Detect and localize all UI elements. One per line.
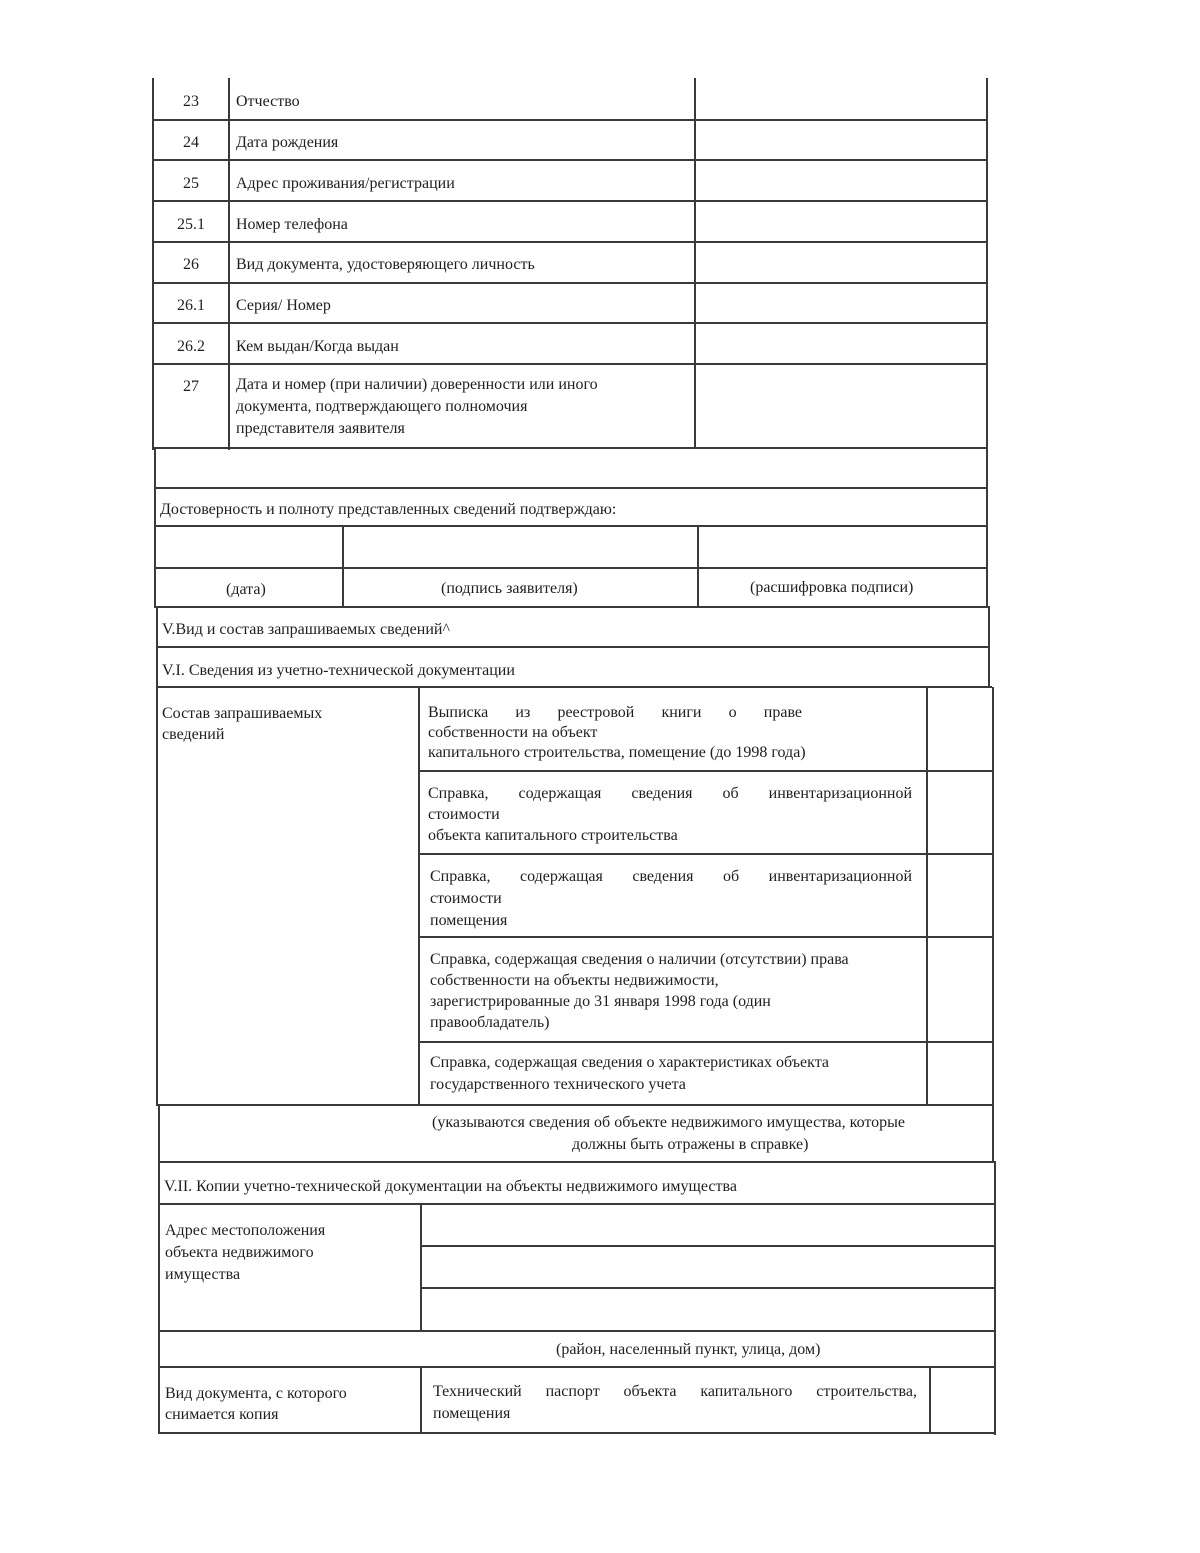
border-left (154, 448, 156, 608)
row-label-power-of-attorney: Дата и номер (при наличии) доверенности или иного (236, 376, 598, 393)
row-number: 26.2 (177, 338, 205, 355)
option-inventory-cost-premises-checkbox[interactable] (929, 855, 991, 935)
date-caption: (дата) (226, 581, 266, 598)
row-divider (158, 1203, 996, 1205)
address-field-line-2[interactable] (423, 1248, 993, 1286)
doc-divider (420, 1367, 422, 1433)
option-divider (418, 1041, 992, 1043)
section-v-title: V.Вид и состав запрашиваемых сведений^ (162, 621, 450, 638)
row-divider (158, 1366, 996, 1368)
option-inventory-cost-object: стоимости (428, 806, 500, 823)
section-v2-title: V.II. Копии учетно-технической документации на объекты недвижимого имущества (164, 1178, 737, 1195)
border-left (158, 1104, 160, 1434)
doc-option-tech-passport: помещения (433, 1405, 511, 1422)
option-inventory-cost-premises: стоимости (430, 890, 502, 907)
doc-type-label: Вид документа, с которого (165, 1385, 347, 1402)
decryption-caption: (расшифровка подписи) (750, 579, 914, 596)
option-divider (418, 853, 992, 855)
address-label: имущества (165, 1266, 241, 1283)
table-border-right (986, 78, 988, 608)
field-power-of-attorney[interactable] (697, 365, 985, 446)
row-label-birth-date: Дата рождения (236, 134, 339, 151)
doc-type-label: снимается копия (165, 1406, 279, 1423)
doc-option-tech-passport-checkbox[interactable] (932, 1369, 993, 1431)
address-line (420, 1287, 996, 1289)
doc-option-tech-passport: Технический паспорт объекта капитального строительства, (433, 1383, 917, 1400)
option-characteristics-certificate-checkbox[interactable] (929, 1043, 991, 1103)
option-inventory-cost-premises: помещения (430, 912, 508, 929)
border-left (156, 606, 158, 1106)
signature-decryption-field[interactable] (700, 528, 985, 566)
row-label-power-of-attorney: представителя заявителя (236, 420, 405, 437)
row-number: 25.1 (177, 216, 205, 233)
table-border-bottom (158, 1432, 996, 1434)
option-divider (418, 770, 992, 772)
row-label-issued-by: Кем выдан/Когда выдан (236, 338, 399, 355)
row-divider (156, 646, 990, 648)
option-inventory-cost-object: Справка, содержащая сведения об инвентаризационной (428, 785, 912, 802)
section-v1-title: V.I. Сведения из учетно-технической документации (162, 662, 515, 679)
row-label-phone: Номер телефона (236, 216, 348, 233)
field-patronymic[interactable] (697, 80, 985, 118)
address-line (420, 1245, 996, 1247)
address-label: Адрес местоположения (165, 1222, 326, 1239)
row-divider (158, 1161, 994, 1163)
date-field[interactable] (157, 528, 341, 566)
row-divider (158, 1330, 996, 1332)
row-divider (154, 606, 990, 608)
address-label: объекта недвижимого (165, 1244, 314, 1261)
row-label-address: Адрес проживания/регистрации (236, 175, 455, 192)
object-info-note: (указываются сведения об объекте недвижимого имущества, которые (432, 1114, 906, 1131)
row-number: 26 (183, 256, 199, 273)
row-number: 25 (183, 175, 199, 192)
option-ownership-certificate-checkbox[interactable] (929, 938, 991, 1040)
object-info-note: должны быть отражены в справке) (572, 1136, 809, 1153)
row-divider (156, 686, 992, 688)
row-divider (154, 525, 988, 527)
option-ownership-certificate: зарегистрированные до 31 января 1998 года (один (430, 993, 771, 1010)
address-field-line-1[interactable] (423, 1206, 993, 1244)
option-ownership-certificate: правообладатель) (430, 1014, 550, 1031)
field-issued-by[interactable] (697, 324, 985, 362)
requested-info-label: сведений (162, 726, 225, 743)
row-number: 24 (183, 134, 199, 151)
signature-field[interactable] (345, 528, 696, 566)
row-number: 27 (183, 378, 199, 395)
confirmation-text: Достоверность и полноту представленных сведений подтверждаю: (160, 501, 617, 518)
option-ownership-certificate: Справка, содержащая сведения о наличии (отсутствии) права (430, 951, 849, 968)
requested-info-label: Состав запрашиваемых (162, 705, 323, 722)
option-registry-extract: собственности на объект (428, 724, 598, 741)
address-caption: (район, населенный пункт, улица, дом) (556, 1341, 821, 1358)
option-registry-extract: капитального строительства, помещение (до 1998 года) (428, 744, 806, 761)
option-registry-extract-checkbox[interactable] (929, 689, 991, 769)
doc-checkbox-divider (929, 1367, 931, 1433)
option-inventory-cost-object-checkbox[interactable] (929, 772, 991, 852)
table-border-left (152, 78, 154, 450)
option-ownership-certificate: собственности на объекты недвижимости, (430, 972, 719, 989)
field-address[interactable] (697, 161, 985, 199)
row-label-patronymic: Отчество (236, 93, 300, 110)
signature-line (154, 567, 988, 569)
row-label-id-document: Вид документа, удостоверяющего личность (236, 256, 535, 273)
table-divider (156, 1104, 992, 1106)
option-divider (418, 936, 992, 938)
option-registry-extract: Выписка из реестровой книги о праве (428, 704, 802, 721)
border-right (992, 687, 994, 1163)
option-inventory-cost-object: объекта капитального строительства (428, 827, 678, 844)
option-characteristics-certificate: государственного технического учета (430, 1076, 686, 1093)
row-label-series-number: Серия/ Номер (236, 297, 331, 314)
field-series-number[interactable] (697, 284, 985, 321)
row-number: 26.1 (177, 297, 205, 314)
option-characteristics-certificate: Справка, содержащая сведения о характеристиках объекта (430, 1054, 829, 1071)
row-number: 23 (183, 93, 199, 110)
signature-caption: (подпись заявителя) (441, 580, 578, 597)
row-divider (152, 447, 988, 449)
row-divider (154, 487, 988, 489)
address-divider (420, 1204, 422, 1330)
address-field-line-3[interactable] (423, 1290, 993, 1328)
field-id-document[interactable] (697, 243, 985, 281)
option-inventory-cost-premises: Справка, содержащая сведения об инвентаризационной (430, 868, 912, 885)
field-phone[interactable] (697, 202, 985, 240)
row-label-power-of-attorney: документа, подтверждающего полномочия (236, 398, 528, 415)
field-birth-date[interactable] (697, 121, 985, 158)
table-divider-value (694, 78, 696, 448)
table-divider-num (228, 78, 230, 450)
